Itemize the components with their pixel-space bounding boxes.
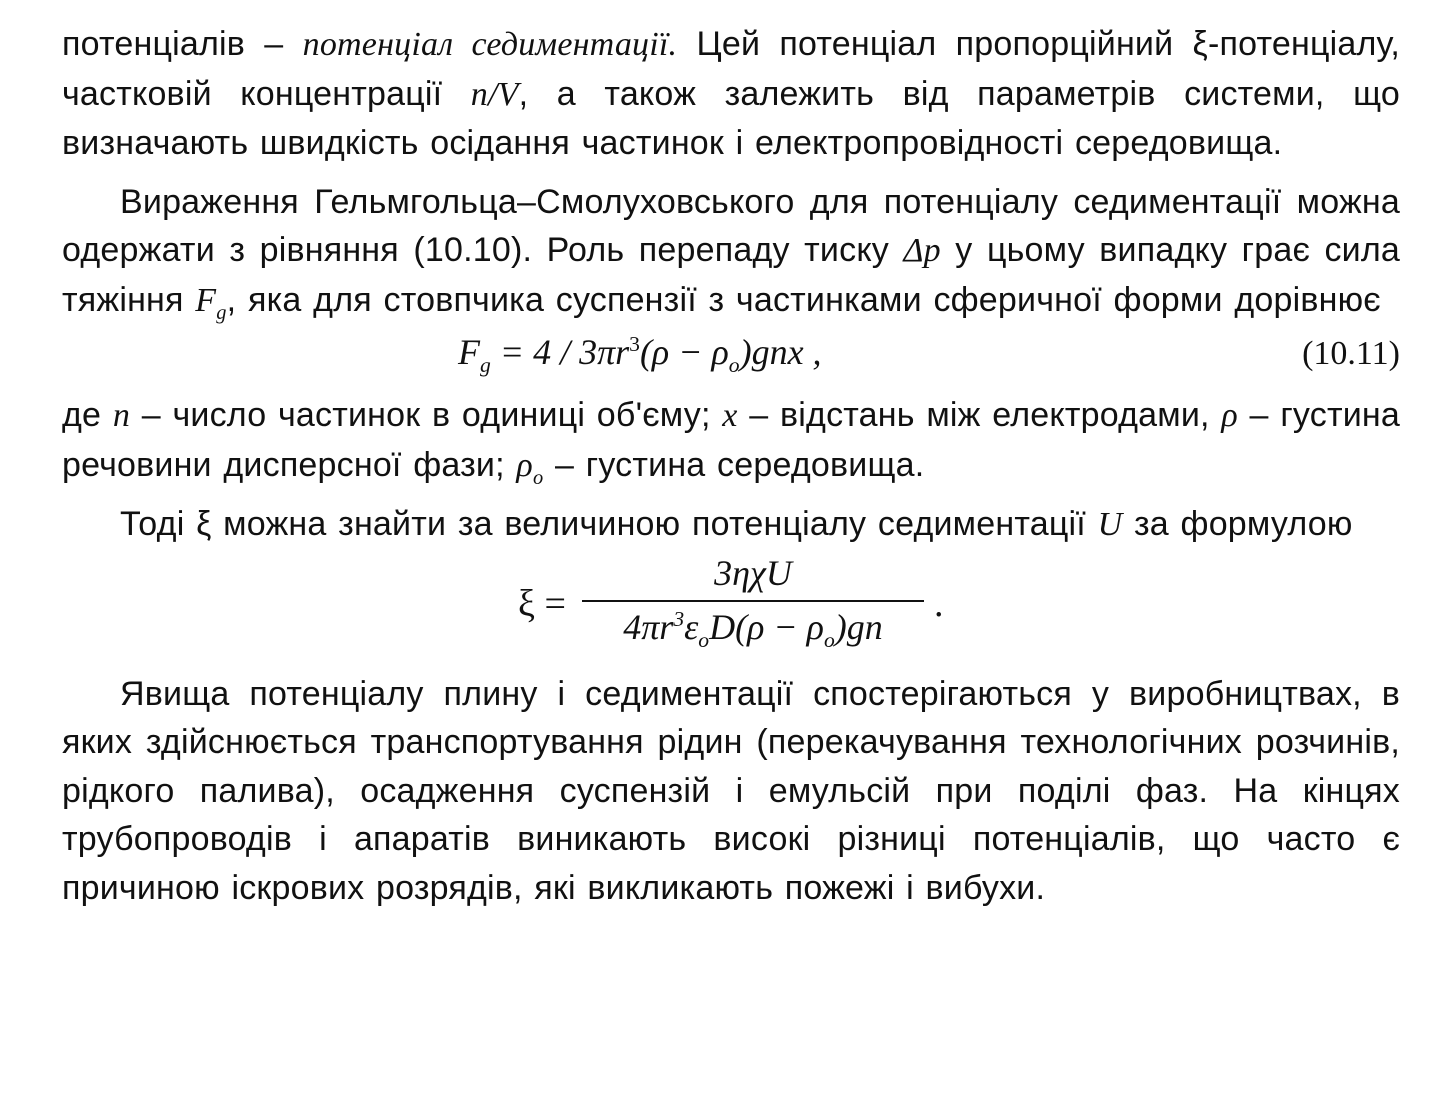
p1-text-2: Цей потенціал пропорційний ξ-потенціалу, частковій концентрації <box>62 25 1400 113</box>
paragraph-helmholtz <box>62 178 1400 326</box>
equation-10-11 <box>62 327 1400 391</box>
p2-delta-p: Δp <box>903 232 941 269</box>
equation-xi-denominator: $4\pi r^3\varepsilon_oD(\rho - \rho_o)gn$ <box>623 606 883 652</box>
p3-text-3: – відстань між електродами, <box>737 396 1222 434</box>
p3-text-1: де <box>62 396 113 434</box>
p2-text-1: Вираження Гельмгольца–Смолуховського для потенціалу седиментації можна одержати з рівняння (10.10). Роль перепаду тиску <box>62 182 1400 269</box>
equation-xi-period: . <box>934 582 944 625</box>
p1-text-1: потенціалів – <box>62 25 303 63</box>
p2-text-2: у цьому випадку грає сила тяжіння <box>62 231 1400 319</box>
paragraph-definitions <box>62 391 1400 490</box>
equation-number: (10.11) <box>1302 335 1400 372</box>
equation-xi <box>62 552 1400 664</box>
p3-x: x <box>722 397 738 434</box>
p4-text-2: за формулою <box>1122 505 1353 543</box>
equation-10-11-formula: $F_g = 4 / 3\pi r^3(\rho - \rho_o)gnx$ , <box>458 332 822 378</box>
p3-text-2: – число частинок в одиниці об'єму; <box>130 396 723 434</box>
p4-u: U <box>1097 506 1123 543</box>
equation-xi-lhs: ξ = <box>518 582 566 625</box>
document-page <box>62 20 1400 912</box>
paragraph-xi-formula-intro <box>62 500 1400 550</box>
p4-text-1: Тоді ξ можна знайти за величиною потенціалу седиментації <box>120 505 1098 543</box>
equation-xi-numerator: 3ηχU <box>582 552 924 602</box>
p3-text-5: – густина середовища. <box>543 445 925 484</box>
paragraph-industrial-effects: Явища потенціалу плину і седиментації спостерігаються у виробництвах, в яких здійснюється транспортування рідин (перекачування технологічних розчинів, рідкого палива), осадження суспензій і емульсій при поділі фаз. На кінцях трубопроводів і апаратів виникають високі різниці потенціалів, що часто є причиною іскрових розрядів, які викликають пожежі і вибухи. <box>62 674 1400 907</box>
p3-rho-o: $\rho_o$ <box>516 446 544 489</box>
p1-concentration-italic: n/V <box>470 75 519 113</box>
p2-force-symbol: $F_g$ <box>195 281 227 324</box>
p2-text-3: , яка для стовпчика суспензії з частинками сферичної форми дорівнює <box>226 280 1381 319</box>
equation-xi-fraction <box>582 552 924 652</box>
p1-text-3: , а також залежить від параметрів системи, що визначають швидкість осідання частинок і електропровідності середовища. <box>62 74 1400 162</box>
p3-rho: ρ <box>1221 397 1238 434</box>
paragraph-sedimentation-potential <box>62 20 1400 168</box>
p3-n: n <box>112 397 131 434</box>
p3-text-4: – густина речовини дисперсної фази; <box>62 396 1400 484</box>
p1-term-italic: потенціал седиментації. <box>302 26 678 63</box>
